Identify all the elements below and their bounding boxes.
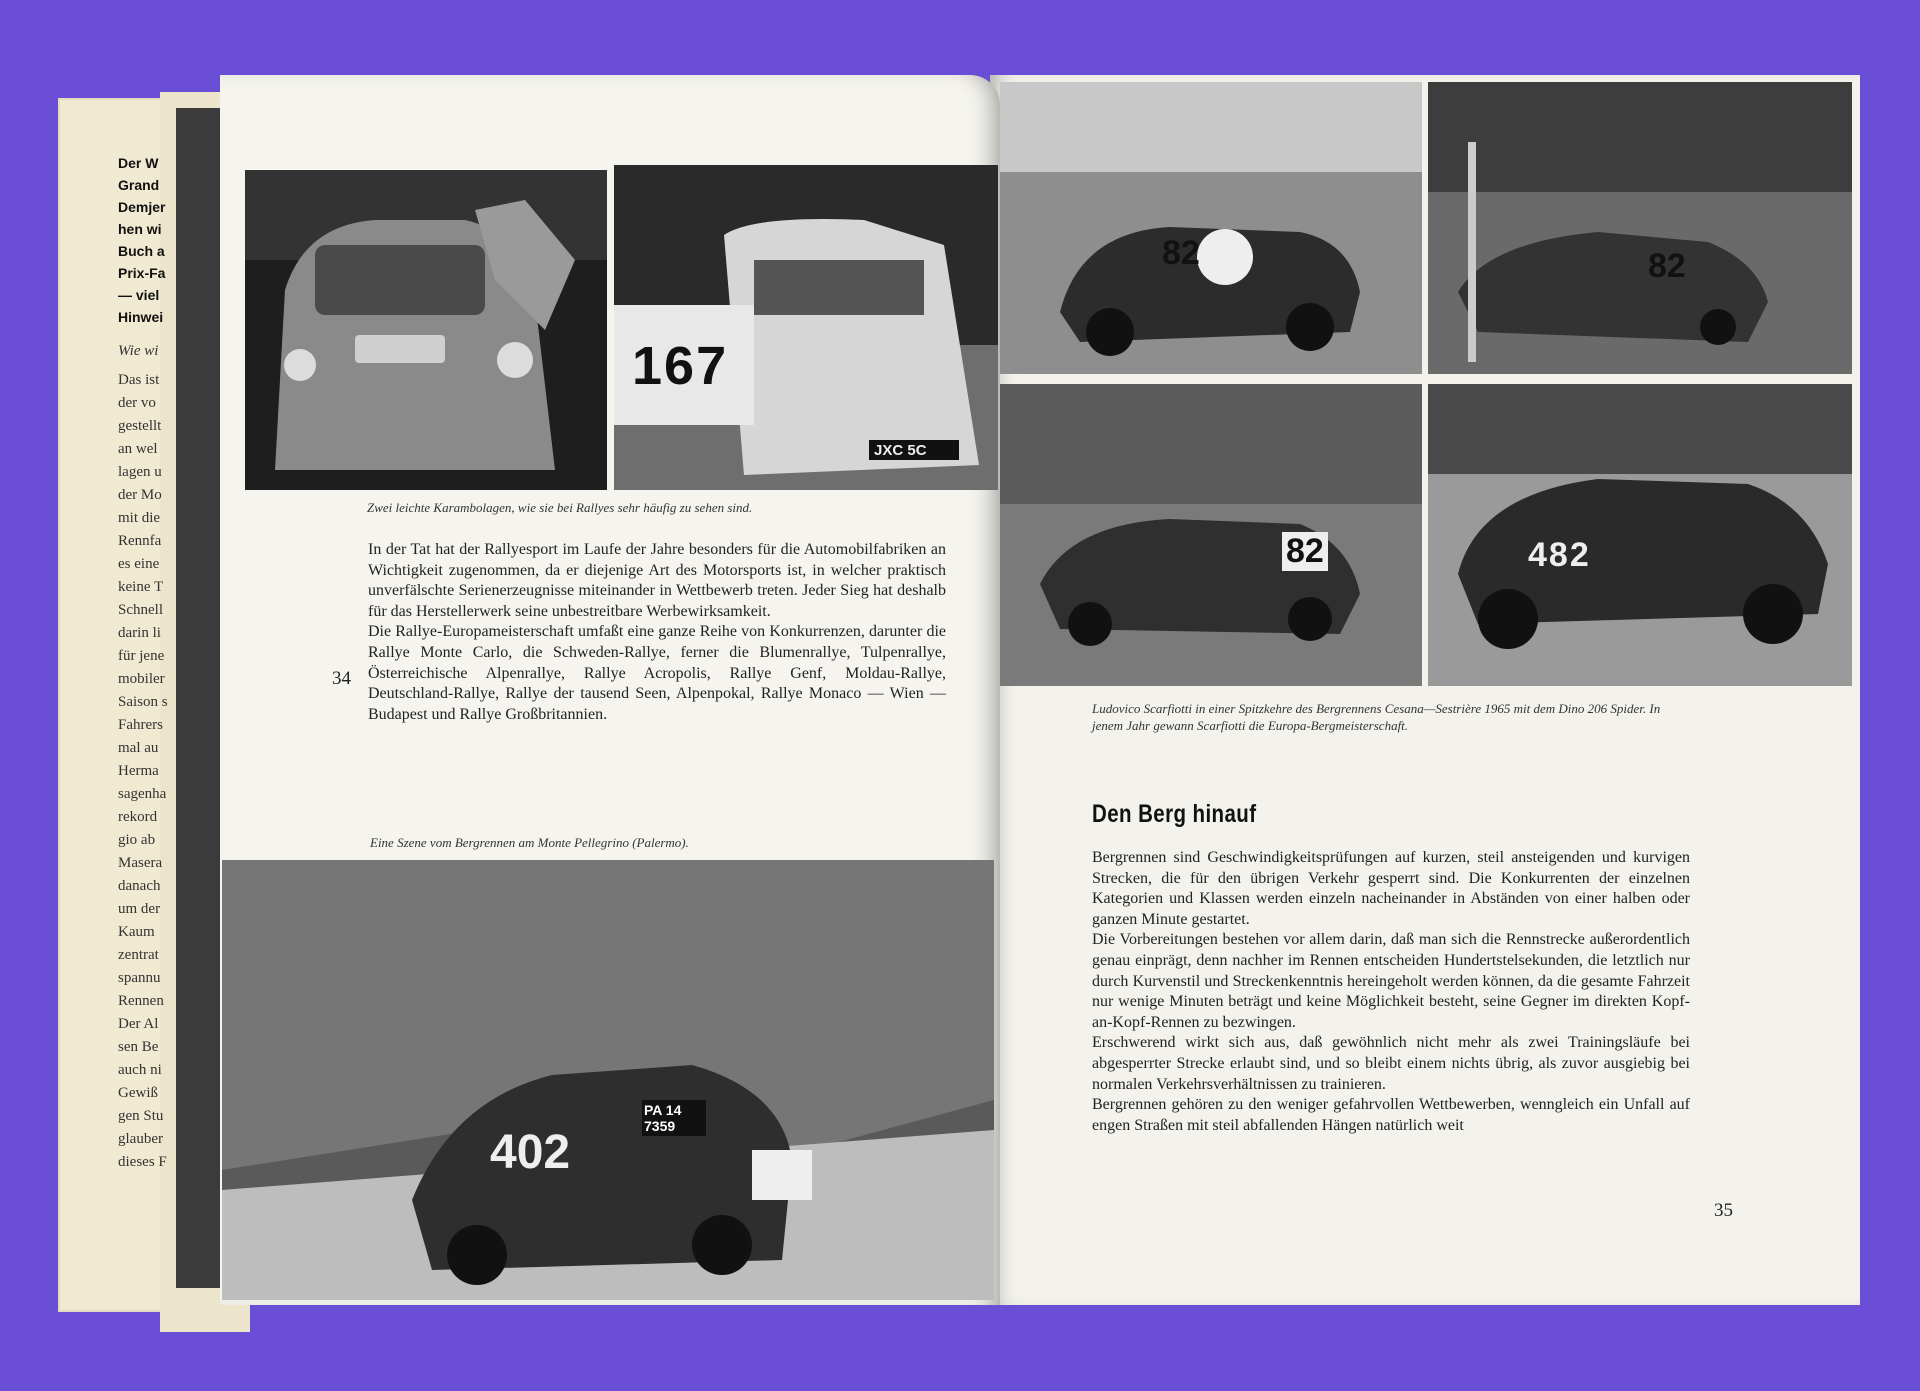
page-number-right: 35 (1714, 1200, 1733, 1221)
photo-dino-spider-1 (1000, 82, 1422, 374)
back-text-line: glauber (118, 1131, 163, 1147)
back-text-line: mobiler (118, 671, 165, 687)
left-paragraph: In der Tat hat der Rallyesport im Laufe der Jahre besonders für die Automobilfabriken an Wichtigkeit zugenommen, da er diejenige Art des Motorsports ist, in welcher praktisch unverfälschte Serienerzeugnisse miteinander in Wettbewerb treten. Jeder Sieg hat deshalb für das Herstellerwerk seine unbestreitbare Werbewirksamkeit. (368, 541, 946, 620)
page-number-left: 34 (332, 668, 351, 689)
back-text-line: gio ab (118, 832, 156, 848)
car-number-82-c: 82 (1282, 532, 1328, 571)
back-text-line: Rennfa (118, 533, 162, 549)
back-text-line: es eine (118, 556, 160, 572)
left-paragraph: Die Rallye-Europameisterschaft umfaßt eine ganze Reihe von Konkurrenzen, darunter die Rallye Monte Carlo, die Schweden-Rallye, ferner die Blumenrallye, Tulpenrallye, Österreichische Alpenrallye, Rallye Acropolis, Rallye Genf, Moldau-Rallye, Deutschland-Rallye, Rallye der tausend Seen, Alpenpokal, Rallye Monaco — Wien — Budapest und Rallye Großbritannien. (368, 623, 946, 723)
back-text-line: mit die (118, 510, 161, 526)
back-italic-line: Wie wi (118, 343, 159, 359)
back-bold-line: Buch a (118, 243, 165, 259)
back-bold-line: Hinwei (118, 309, 164, 325)
back-text-line: Herma (118, 763, 159, 779)
right-paragraph: Die Vorbereitungen bestehen vor allem darin, daß man sich die Rennstrecke außerordentlich genau einprägt, denn nachher im Rennen entscheiden Hundertstelsekunden, die letztlich nur durch Kurvenstil und Streckenkenntnis hereingeholt werden können, da die gesamte Fahrzeit nur wenige Minuten beträgt und keine Möglichkeit besteht, seine Gegner im direkten Kopf-an-Kopf-Rennen zu bezwingen. (1092, 931, 1690, 1031)
back-text-line: um der (118, 901, 161, 917)
section-heading: Den Berg hinauf (1092, 800, 1257, 828)
back-text-line: rekord (118, 809, 158, 825)
back-text-line: mal au (118, 740, 159, 756)
back-text-line: auch ni (118, 1062, 162, 1078)
back-text-line: gestellt (118, 418, 162, 434)
back-text-line: dieses F (118, 1154, 167, 1170)
back-bold-line: Grand (118, 177, 160, 193)
back-lines (118, 369, 178, 1174)
back-bold-line: hen wi (118, 221, 162, 237)
photo-dino-spider-3 (1000, 384, 1422, 686)
car-plate-402: PA 14 7359 (642, 1100, 706, 1136)
back-text-line: zentrat (118, 947, 159, 963)
back-text-line: Schnell (118, 602, 163, 618)
back-book-text (118, 152, 178, 1272)
back-text-line: danach (118, 878, 161, 894)
back-text-line: für jene (118, 648, 165, 664)
photo-monte-pellegrino (222, 860, 994, 1300)
back-text-line: der Mo (118, 487, 162, 503)
caption-top: Zwei leichte Karambolagen, wie sie bei Rallyes sehr häufig zu sehen sind. (367, 500, 753, 515)
right-body-text (1092, 848, 1690, 1136)
back-text-line: gen Stu (118, 1108, 164, 1124)
car-number-482: 482 (1528, 536, 1591, 574)
car-plate: JXC 5C (874, 442, 927, 459)
car-number-167: 167 (632, 336, 729, 396)
back-text-line: spannu (118, 970, 161, 986)
car-number-82-a: 82 (1162, 234, 1200, 272)
photo-rally-collision-2 (614, 165, 998, 490)
back-text-line: Das ist (118, 372, 160, 388)
back-bold-line: Prix-Fa (118, 265, 166, 281)
back-bold-line: Der W (118, 155, 159, 171)
photo-rally-collision-1 (245, 170, 607, 490)
back-text-line: Der Al (118, 1016, 159, 1032)
photo-dino-spider-2 (1428, 82, 1852, 374)
back-text-line: Gewiß (118, 1085, 158, 1101)
left-body-text (368, 540, 946, 725)
back-text-line: darin li (118, 625, 161, 641)
back-text-line: sen Be (118, 1039, 159, 1055)
back-text-line: der vo (118, 395, 156, 411)
right-paragraph: Bergrennen gehören zu den weniger gefahrvollen Wettbewerben, wenngleich ein Unfall auf engen Straßen mit steil abfallenden Hängen natürlich weit (1092, 1096, 1690, 1134)
back-bold-lines (118, 152, 178, 328)
back-text-line: lagen u (118, 464, 162, 480)
right-paragraph: Erschwerend wirkt sich aus, daß gewöhnlich nicht mehr als zwei Trainingsläufe bei abgesperrter Strecke erlaubt sind, und so bleibt einem nichts übrig, als zuvor ausgiebig bei normalen Verkehrsverhältnissen zu trainieren. (1092, 1034, 1690, 1093)
photo-dino-spider-4 (1428, 384, 1852, 686)
back-text-line: Rennen (118, 993, 164, 1009)
back-bold-line: Demjer (118, 199, 166, 215)
car-number-402: 402 (490, 1126, 571, 1179)
back-text-line: sagenha (118, 786, 167, 802)
right-paragraph: Bergrennen sind Geschwindigkeitsprüfungen auf kurzen, steil ansteigenden und kurvigen Strecken, die für den übrigen Verkehr gesperrt sind. Die Konkurrenten der einzelnen Kategorien und Klassen werden einzeln nacheinander in Abständen von einer halben oder ganzen Minute gestartet. (1092, 849, 1690, 928)
back-text-line: an wel (118, 441, 158, 457)
caption-right: Ludovico Scarfiotti in einer Spitzkehre des Bergrennens Cesana—Sestrière 1965 mit dem Dino 206 Spider. In jenem Jahr gewann Scarfiotti die Europa-Bergmeisterschaft. (1092, 701, 1661, 733)
back-text-line: Masera (118, 855, 163, 871)
back-text-line: keine T (118, 579, 164, 595)
car-number-82-b: 82 (1648, 247, 1686, 285)
back-text-line: Saison s (118, 694, 168, 710)
back-text-line: Fahrers (118, 717, 163, 733)
caption-bottom: Eine Szene vom Bergrennen am Monte Pellegrino (Palermo). (370, 835, 689, 850)
back-bold-line: — viel (118, 287, 160, 303)
back-text-line: Kaum (118, 924, 155, 940)
